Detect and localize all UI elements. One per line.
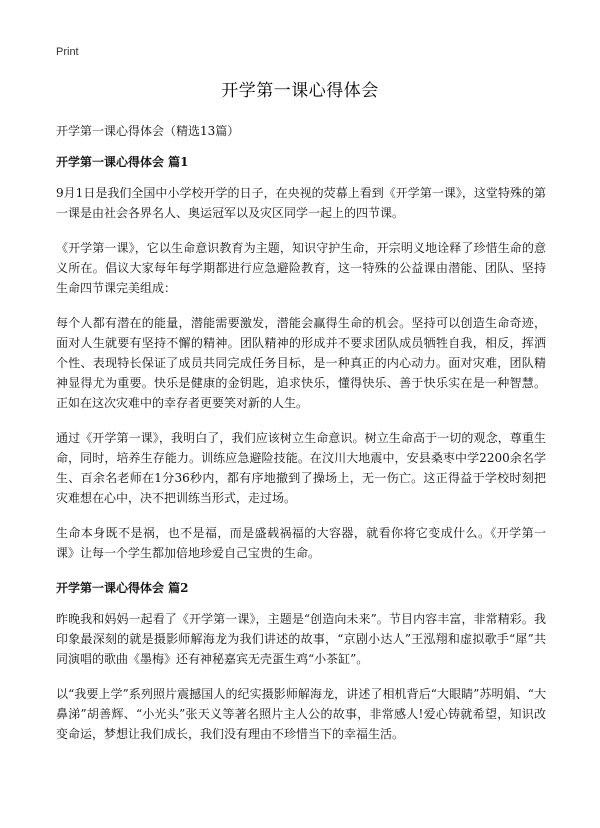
- paragraph: 每个人都有潜在的能量，潜能需要激发，潜能会赢得生命的机会。坚持可以创造生命奇迹，面对人生就要有坚持不懈的精神。团队精神的形成并不要求团队成员牺牲自我，相反，挥洒个性、表现特长保证了成员共同完成任务目标，是一种真正的内心动力。面对灾难，团队精神显得尤为重要。快乐是健康的金钥匙，追求快乐，懂得快乐、善于快乐实在是一种智慧。正如在这次灾难中的幸存者更要笑对新的人生。: [56, 316, 546, 410]
- paragraph: 通过《开学第一课》，我明白了，我们应该树立生命意识。树立生命高于一切的观念，尊重生命，同时，培养生存能力。训练应急避险技能。在汶川大地震中，安县桑枣中学2200余名学生、百余名老师在1分36秒内，都有序地撤到了操场上，无一伤亡。这正得益于学校时刻把灾难想在心中，决不把训练当形式，走过场。: [56, 431, 546, 505]
- document-title: 开学第一课心得体会: [221, 81, 379, 101]
- section-heading-2: 开学第一课心得体会 篇2: [56, 581, 189, 595]
- document-subtitle: 开学第一课心得体会（精选13篇）: [56, 124, 240, 138]
- paragraph: 昨晚我和妈妈一起看了《开学第一课》，主题是“创造向未来”。节目内容丰富，非常精彩。我印象最深刻的就是摄影师解海龙为我们讲述的故事，“京剧小达人”王泓翔和虚拟歌手“犀”共同演唱的歌曲《墨梅》还有神秘嘉宾无壳蛋生鸡“小茶缸”。: [56, 612, 546, 666]
- paragraph: 《开学第一课》，它以生命意识教育为主题，知识守护生命，开宗明义地诠释了珍惜生命的意义所在。倡议大家每年每学期都进行应急避险教育，这一特殊的公益课由潜能、团队、坚持生命四节课完美组成：: [56, 241, 546, 295]
- paragraph: 以“我要上学”系列照片震撼国人的纪实摄影师解海龙，讲述了相机背后“大眼睛”苏明娟、“大鼻涕”胡善辉、“小光头”张天义等著名照片主人公的故事，非常感人!爱心铸就希望，知识改变命运，梦想让我们成长，我们没有理由不珍惜当下的幸福生活。: [56, 687, 546, 741]
- paragraph: 9月1日是我们全国中小学校开学的日子，在央视的荧幕上看到《开学第一课》，这堂特殊的第一课是由社会各界名人、奥运冠军以及灾区同学一起上的四节课。: [56, 186, 546, 220]
- paragraph: 生命本身既不是祸，也不是福，而是盛载祸福的大容器，就看你将它变成什么。《开学第一课》让每一个学生都加倍地珍爱自己宝贵的生命。: [56, 526, 546, 560]
- section-heading-1: 开学第一课心得体会 篇1: [56, 155, 189, 169]
- print-link[interactable]: Print: [56, 46, 79, 58]
- document-body: [56, 121, 546, 759]
